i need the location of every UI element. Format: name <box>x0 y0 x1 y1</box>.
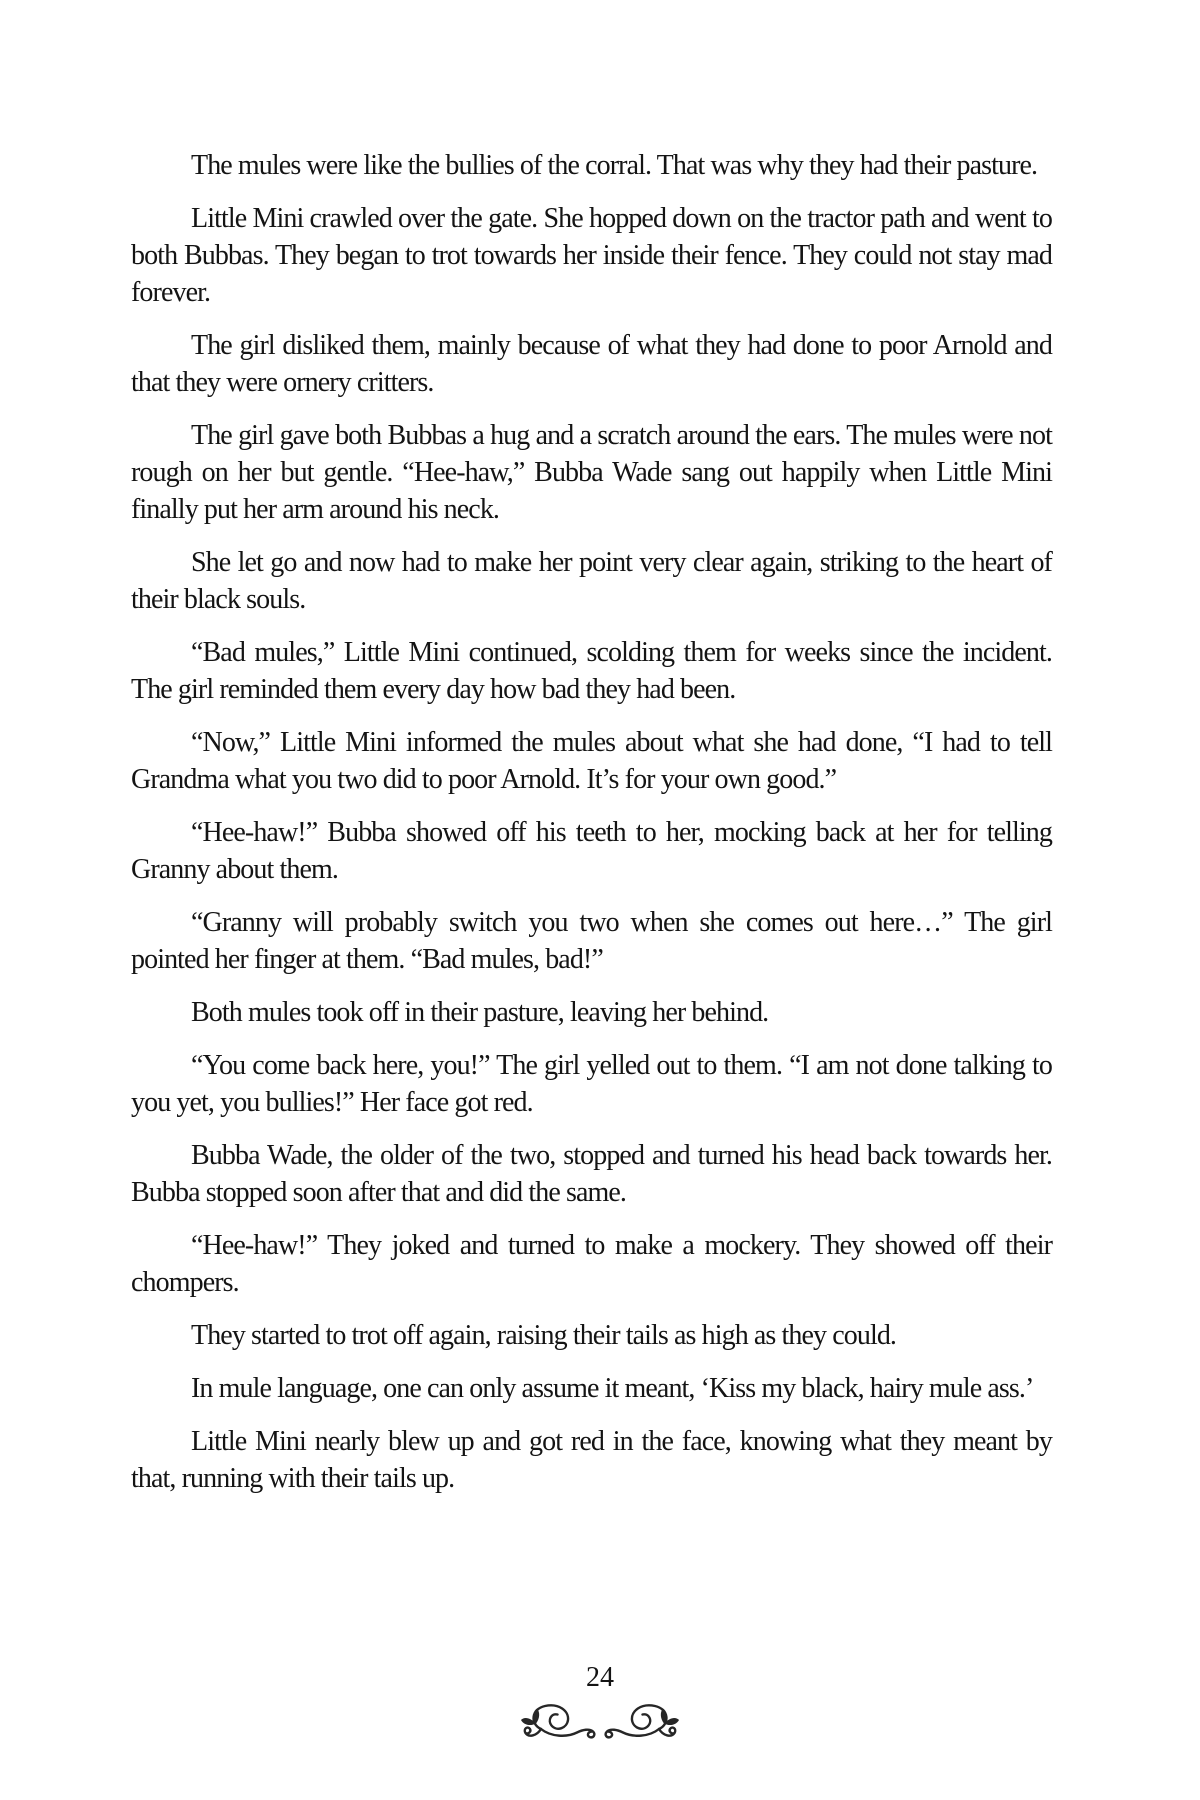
paragraph: In mule language, one can only assume it meant, ‘Kiss my black, hairy mule ass.’ <box>191 1373 1034 1404</box>
paragraph: “Bad mules,” Little Mini continued, scolding them for weeks since the incident. The girl reminded them every day how bad they had been. <box>131 637 1052 705</box>
body-text <box>131 147 1052 1497</box>
paragraph: “Hee-haw!” Bubba showed off his teeth to her, mocking back at her for telling Granny about them. <box>131 817 1052 885</box>
paragraph: Little Mini crawled over the gate. She hopped down on the tractor path and went to both Bubbas. They began to trot towards her inside their fence. They could not stay mad forever. <box>131 203 1052 308</box>
paragraph: Little Mini nearly blew up and got red in the face, knowing what they meant by that, running with their tails up. <box>131 1426 1052 1494</box>
paragraph: They started to trot off again, raising their tails as high as they could. <box>191 1320 897 1351</box>
paragraph: The mules were like the bullies of the corral. That was why they had their pasture. <box>191 150 1038 181</box>
scroll-flourish-icon <box>520 1700 680 1742</box>
paragraph: The girl disliked them, mainly because of what they had done to poor Arnold and that they were ornery critters. <box>131 330 1052 398</box>
flourish-ornament <box>520 1700 680 1742</box>
paragraph: Both mules took off in their pasture, leaving her behind. <box>191 997 769 1028</box>
paragraph: “Hee-haw!” They joked and turned to make a mockery. They showed off their chompers. <box>131 1230 1052 1298</box>
paragraph: The girl gave both Bubbas a hug and a scratch around the ears. The mules were not rough on her but gentle. “Hee-haw,” Bubba Wade sang out happily when Little Mini finally put her arm around his neck. <box>131 420 1052 525</box>
paragraph: “Now,” Little Mini informed the mules about what she had done, “I had to tell Grandma what you two did to poor Arnold. It’s for your own good.” <box>131 727 1052 795</box>
paragraph: “You come back here, you!” The girl yelled out to them. “I am not done talking to you yet, you bullies!” Her face got red. <box>131 1050 1052 1118</box>
paragraph: “Granny will probably switch you two when she comes out here…” The girl pointed her finger at them. “Bad mules, bad!” <box>131 907 1052 975</box>
paragraph: She let go and now had to make her point very clear again, striking to the heart of their black souls. <box>131 547 1052 615</box>
paragraph: Bubba Wade, the older of the two, stopped and turned his head back towards her. Bubba stopped soon after that and did the same. <box>131 1140 1052 1208</box>
page-number: 24 <box>586 1662 614 1693</box>
page-footer <box>0 1662 1200 1694</box>
